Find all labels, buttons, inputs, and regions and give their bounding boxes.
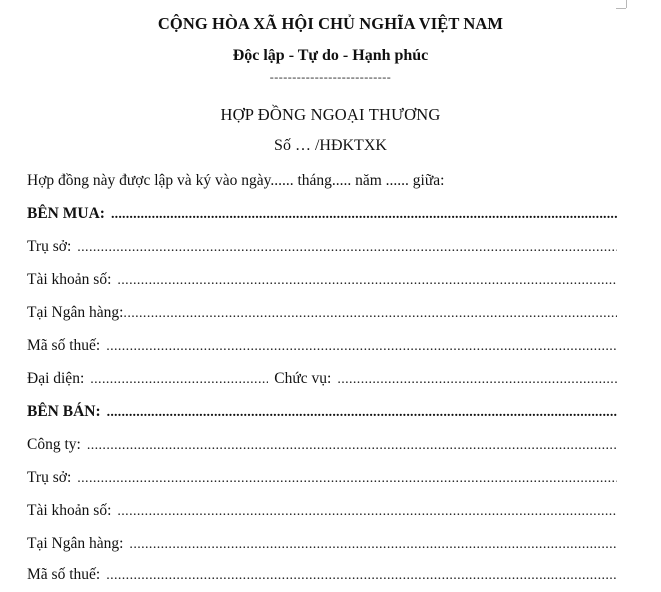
fill-in-line (117, 504, 617, 520)
nation-heading: CỘNG HÒA XÃ HỘI CHỦ NGHĨA VIỆT NAM (157, 14, 504, 33)
contract-intro (27, 172, 617, 190)
buyer-address-label: Trụ sở: (27, 238, 72, 255)
seller-company-label: Công ty: (27, 436, 81, 453)
page-corner-mark (616, 8, 626, 9)
buyer-account-label: Tài khoản số: (27, 271, 112, 288)
fill-in-line (107, 405, 617, 421)
fill-in-line (77, 240, 617, 256)
buyer-account-row (27, 271, 617, 289)
seller-tax-row (27, 566, 617, 584)
fill-in-line (106, 339, 617, 355)
heading-separator: --------------------------- (269, 70, 392, 84)
seller-account-label: Tài khoản số: (27, 502, 112, 519)
buyer-tax-row (27, 337, 617, 355)
contract-title: HỢP ĐỒNG NGOẠI THƯƠNG (220, 105, 441, 124)
fill-in-line (111, 207, 617, 223)
seller-tax-label: Mã số thuế: (27, 566, 101, 583)
page-corner-mark (626, 0, 627, 8)
seller-address-row (27, 469, 617, 487)
fill-in-line (90, 372, 268, 388)
fill-in-line (123, 306, 617, 322)
seller-bank-row (27, 535, 617, 553)
fill-in-line (117, 273, 617, 289)
seller-bank-label: Tại Ngân hàng: (27, 535, 124, 552)
buyer-heading: BÊN MUA: (27, 205, 105, 222)
buyer-tax-label: Mã số thuế: (27, 337, 101, 354)
fill-in-line (106, 568, 617, 584)
buyer-representative-label: Đại diện: (27, 370, 85, 387)
buyer-representative-row (27, 370, 617, 388)
seller-address-label: Trụ sở: (27, 469, 72, 486)
seller-heading-row (27, 403, 617, 421)
intro-text: Hợp đồng này được lập và ký vào ngày...... tháng..... năm ...... giữa: (27, 172, 445, 189)
seller-company-row (27, 436, 617, 454)
fill-in-line (87, 438, 617, 454)
motto-heading: Độc lập - Tự do - Hạnh phúc (232, 47, 429, 64)
buyer-heading-row (27, 205, 617, 223)
buyer-bank-row (27, 304, 617, 322)
buyer-address-row (27, 238, 617, 256)
buyer-position-label: Chức vụ: (274, 370, 332, 387)
seller-heading: BÊN BÁN: (27, 403, 101, 420)
fill-in-line (129, 537, 617, 553)
fill-in-line (77, 471, 617, 487)
buyer-bank-label: Tại Ngân hàng: (27, 304, 124, 321)
seller-account-row (27, 502, 617, 520)
contract-number: Số … /HĐKTXK (274, 137, 387, 154)
fill-in-line (337, 372, 617, 388)
